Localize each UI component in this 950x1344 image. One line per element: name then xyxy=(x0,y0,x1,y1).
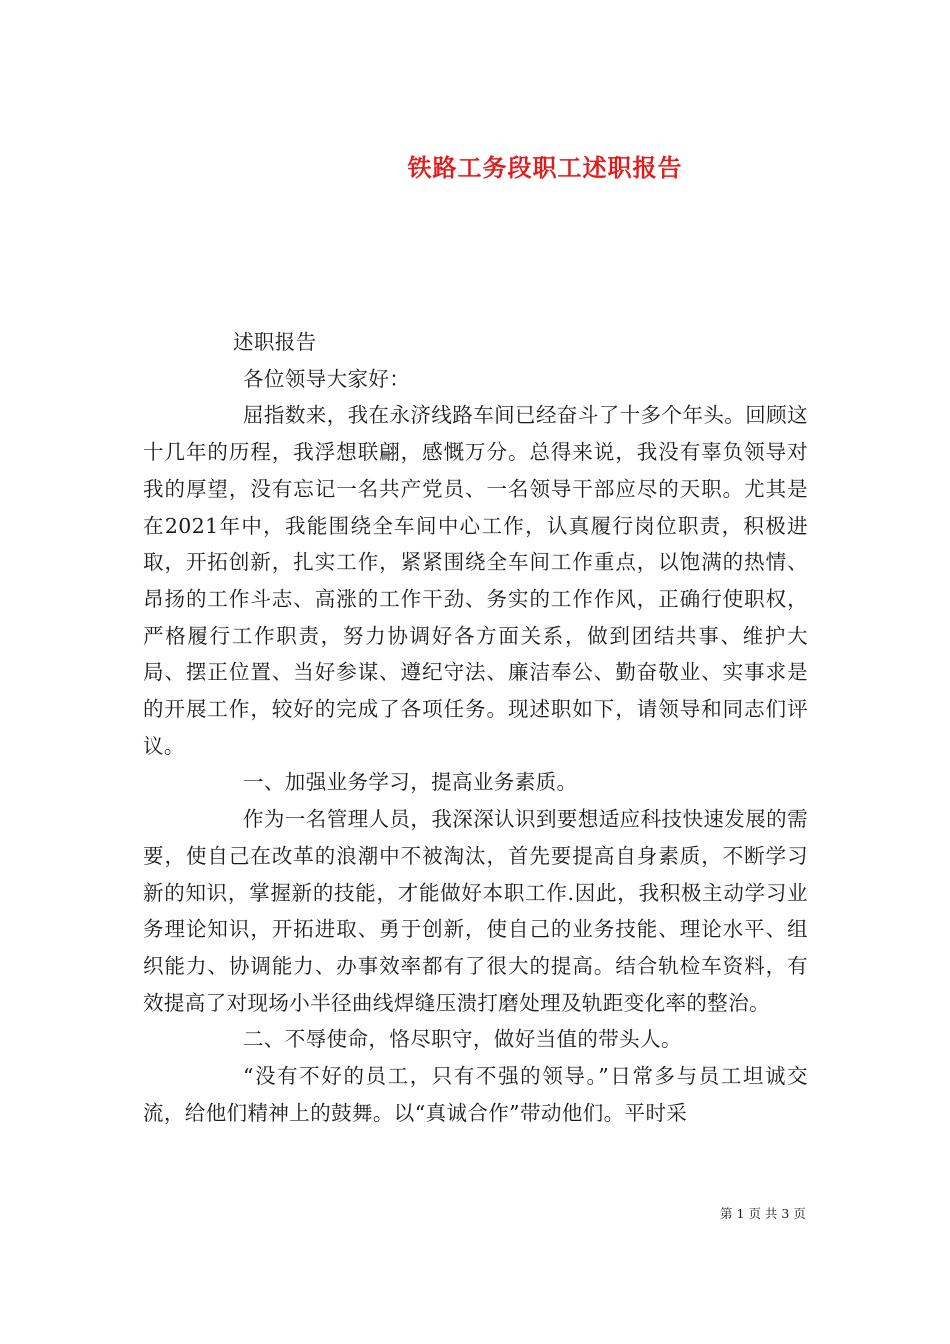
document-title: 铁路工务段职工述职报告 xyxy=(407,153,683,183)
section-heading-1: 一、加强业务学习，提高业务素质。 xyxy=(243,770,578,795)
page-suffix: 页 xyxy=(793,1206,806,1221)
section-heading-2: 二、不辱使命，恪尽职守，做好当值的带头人。 xyxy=(243,1027,682,1052)
report-label: 述职报告 xyxy=(233,330,317,354)
page-current: 1 xyxy=(736,1206,745,1221)
paragraph-study: 作为一名管理人员，我深深认识到要想适应科技快速发展的需要，使自己在改革的浪潮中不被淘汰，首先要提高自身素质，不断学习新的知识，掌握新的技能，才能做好本职工作.因此，我积极主动学习业务理论知识，开拓进取、勇于创新，使自己的业务技能、理论水平、组织能力、协调能力、办事效率都有了很大的提高。结合轨检车资料，有效提高了对现场小半径曲线焊缝压溃打磨处理及轨距变化率的整治。 xyxy=(143,807,808,1015)
paragraph-intro: 屈指数来，我在永济线路车间已经奋斗了十多个年头。回顾这十几年的历程，我浮想联翩，感慨万分。总得来说，我没有辜负领导对我的厚望，没有忘记一名共产党员、一名领导干部应尽的天职。尤其是在2021年中，我能围绕全车间中心工作，认真履行岗位职责，积极进取，开拓创新，扎实工作，紧紧围绕全车间工作重点，以饱满的热情、昂扬的工作斗志、高涨的工作干劲、务实的工作作风，正确行使职权，严格履行工作职责，努力协调好各方面关系，做到团结共事、维护大局、摆正位置、当好参谋、遵纪守法、廉洁奉公、勤奋敬业、实事求是的开展工作，较好的完成了各项任务。现述职如下，请领导和同志们评议。 xyxy=(143,403,808,758)
page-total: 3 xyxy=(781,1206,790,1221)
greeting: 各位领导大家好： xyxy=(243,366,411,391)
page-prefix: 第 xyxy=(720,1206,733,1221)
document-body xyxy=(143,324,808,1131)
page-middle: 页 共 xyxy=(748,1206,778,1221)
paragraph-leadership: “没有不好的员工，只有不强的领导。”日常多与员工坦诚交流，给他们精神上的鼓舞。以“真诚合作”带动他们。平时采 xyxy=(143,1064,808,1125)
page-footer xyxy=(0,1204,950,1222)
